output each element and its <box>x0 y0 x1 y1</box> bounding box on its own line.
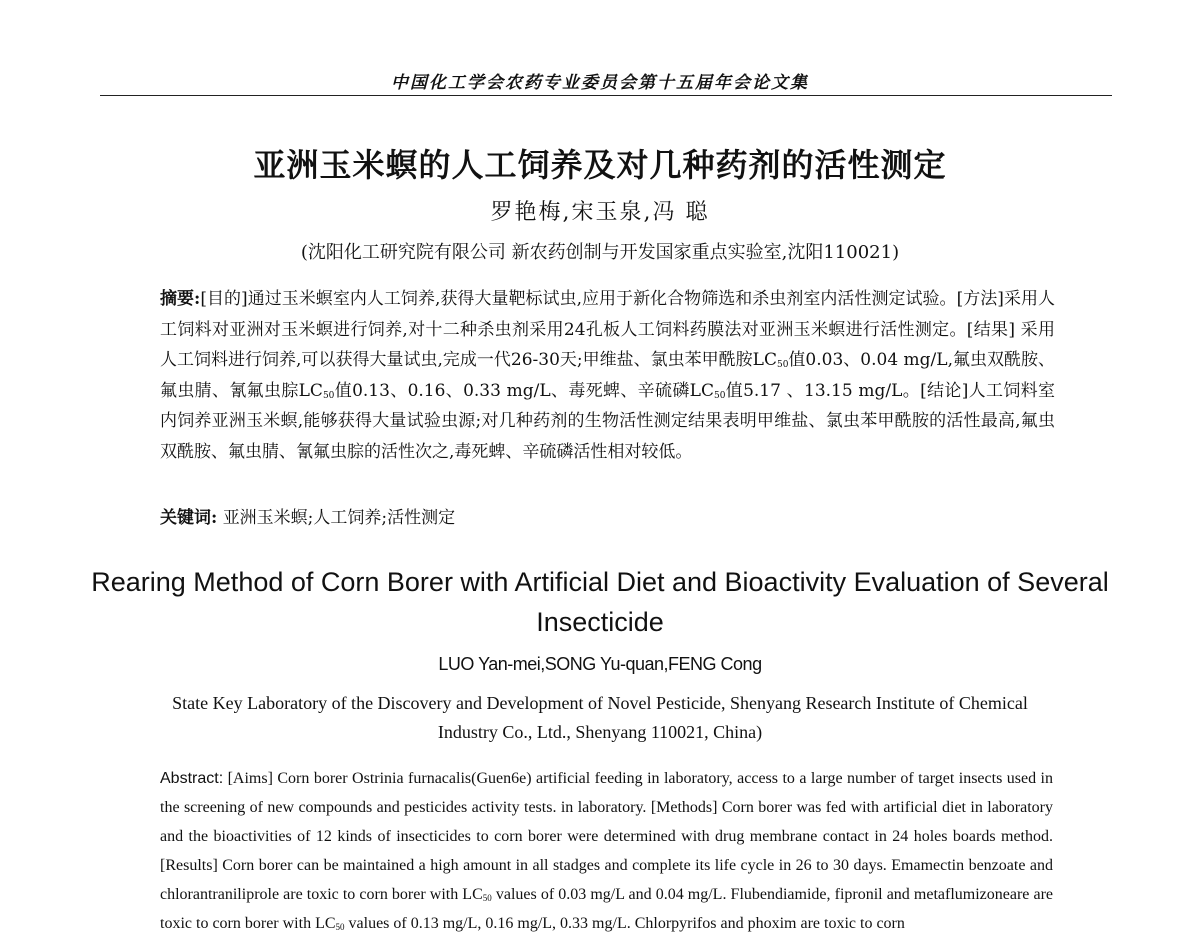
chinese-abstract-text: 值0.13、0.16、0.33 mg/L、毒死蜱、辛硫磷LC <box>334 380 714 401</box>
subscript: 50 <box>713 390 726 401</box>
chinese-keywords-label: 关键词: <box>160 508 218 528</box>
english-abstract-label: Abstract: <box>160 770 224 787</box>
english-abstract-text: [Aims] Corn borer Ostrinia furnacalis(Guen6e) artificial feeding in laboratory, access to a large number of target insects used in the screening of new compounds and pesticides activity tests. in laboratory. [Methods] Corn borer was fed with artificial diet in laboratory and the bioactivities of 12 kinds of insecticides to corn borer were determined with drug membrane contact in 24 holes boards method. [Results] Corn borer can be maintained a high amount in all stadges and complete its life cycle in 26 to 30 days. Emamectin benzoate and chlorantraniliprole are toxic to corn borer with LC <box>160 770 1053 903</box>
chinese-abstract <box>160 284 1055 467</box>
english-authors: LUO Yan-mei,SONG Yu-quan,FENG Cong <box>438 654 762 674</box>
chinese-affiliation: (沈阳化工研究院有限公司 新农药创制与开发国家重点实验室,沈阳110021) <box>300 242 900 263</box>
chinese-abstract-label: 摘要: <box>160 289 201 309</box>
chinese-abstract-text: 值0.03、0.04 mg/L,氟虫双酰胺、氟虫腈、氰氟虫腙LC <box>160 350 1055 401</box>
chinese-title: 亚洲玉米螟的人工饲养及对几种药剂的活性测定 <box>253 146 947 184</box>
chinese-abstract-text: 值5.17 、13.15 mg/L。[结论]人工饲料室内饲养亚洲玉米螟,能够获得大量试验虫源;对几种药剂的生物活性测定结果表明甲维盐、氯虫苯甲酰胺的活性最高,氟虫双酰胺、氟虫腈、氰氟虫腙的活性次之,毒死蜱、辛硫磷活性相对较低。 <box>160 380 1055 462</box>
english-abstract <box>160 764 1053 938</box>
english-abstract-text: values of 0.13 mg/L, 0.16 mg/L, 0.33 mg/L. Chlorpyrifos and phoxim are toxic to corn <box>344 915 905 932</box>
running-head: 中国化工学会农药专业委员会第十五届年会论文集 <box>391 73 809 93</box>
chinese-keywords-text: 亚洲玉米螟;人工饲养;活性测定 <box>222 508 456 528</box>
english-affiliation: State Key Laboratory of the Discovery and Development of Novel Pesticide, Shenyang Research Institute of Chemical Industry Co., Ltd., Shenyang 110021, China) <box>172 693 1028 742</box>
chinese-authors: 罗艳梅,宋玉泉,冯 聪 <box>490 200 710 225</box>
chinese-abstract-text: [目的]通过玉米螟室内人工饲养,获得大量靶标试虫,应用于新化合物筛选和杀虫剂室内活性测定试验。[方法]采用人工饲料对亚洲对玉米螟进行饲养,对十二种杀虫剂采用24孔板人工饲料药膜法对亚洲玉米螟进行活性测定。[结果] 采用人工饲料进行饲养,可以获得大量试虫,完成一代26-30天;甲维盐、氯虫苯甲酰胺LC <box>160 289 1055 370</box>
subscript: 50 <box>335 922 345 932</box>
subscript: 50 <box>482 893 492 903</box>
english-title: Rearing Method of Corn Borer with Artificial Diet and Bioactivity Evaluation of Several Insecticide <box>91 567 1109 637</box>
subscript: 50 <box>322 390 335 401</box>
chinese-keywords <box>160 503 1055 533</box>
english-abstract-text: values of 0.03 mg/L and 0.04 mg/L. Flubendiamide, fipronil and metaflumizoneare are toxic to corn borer with LC <box>160 886 1054 932</box>
header-rule <box>100 95 1112 96</box>
subscript: 50 <box>776 360 789 370</box>
